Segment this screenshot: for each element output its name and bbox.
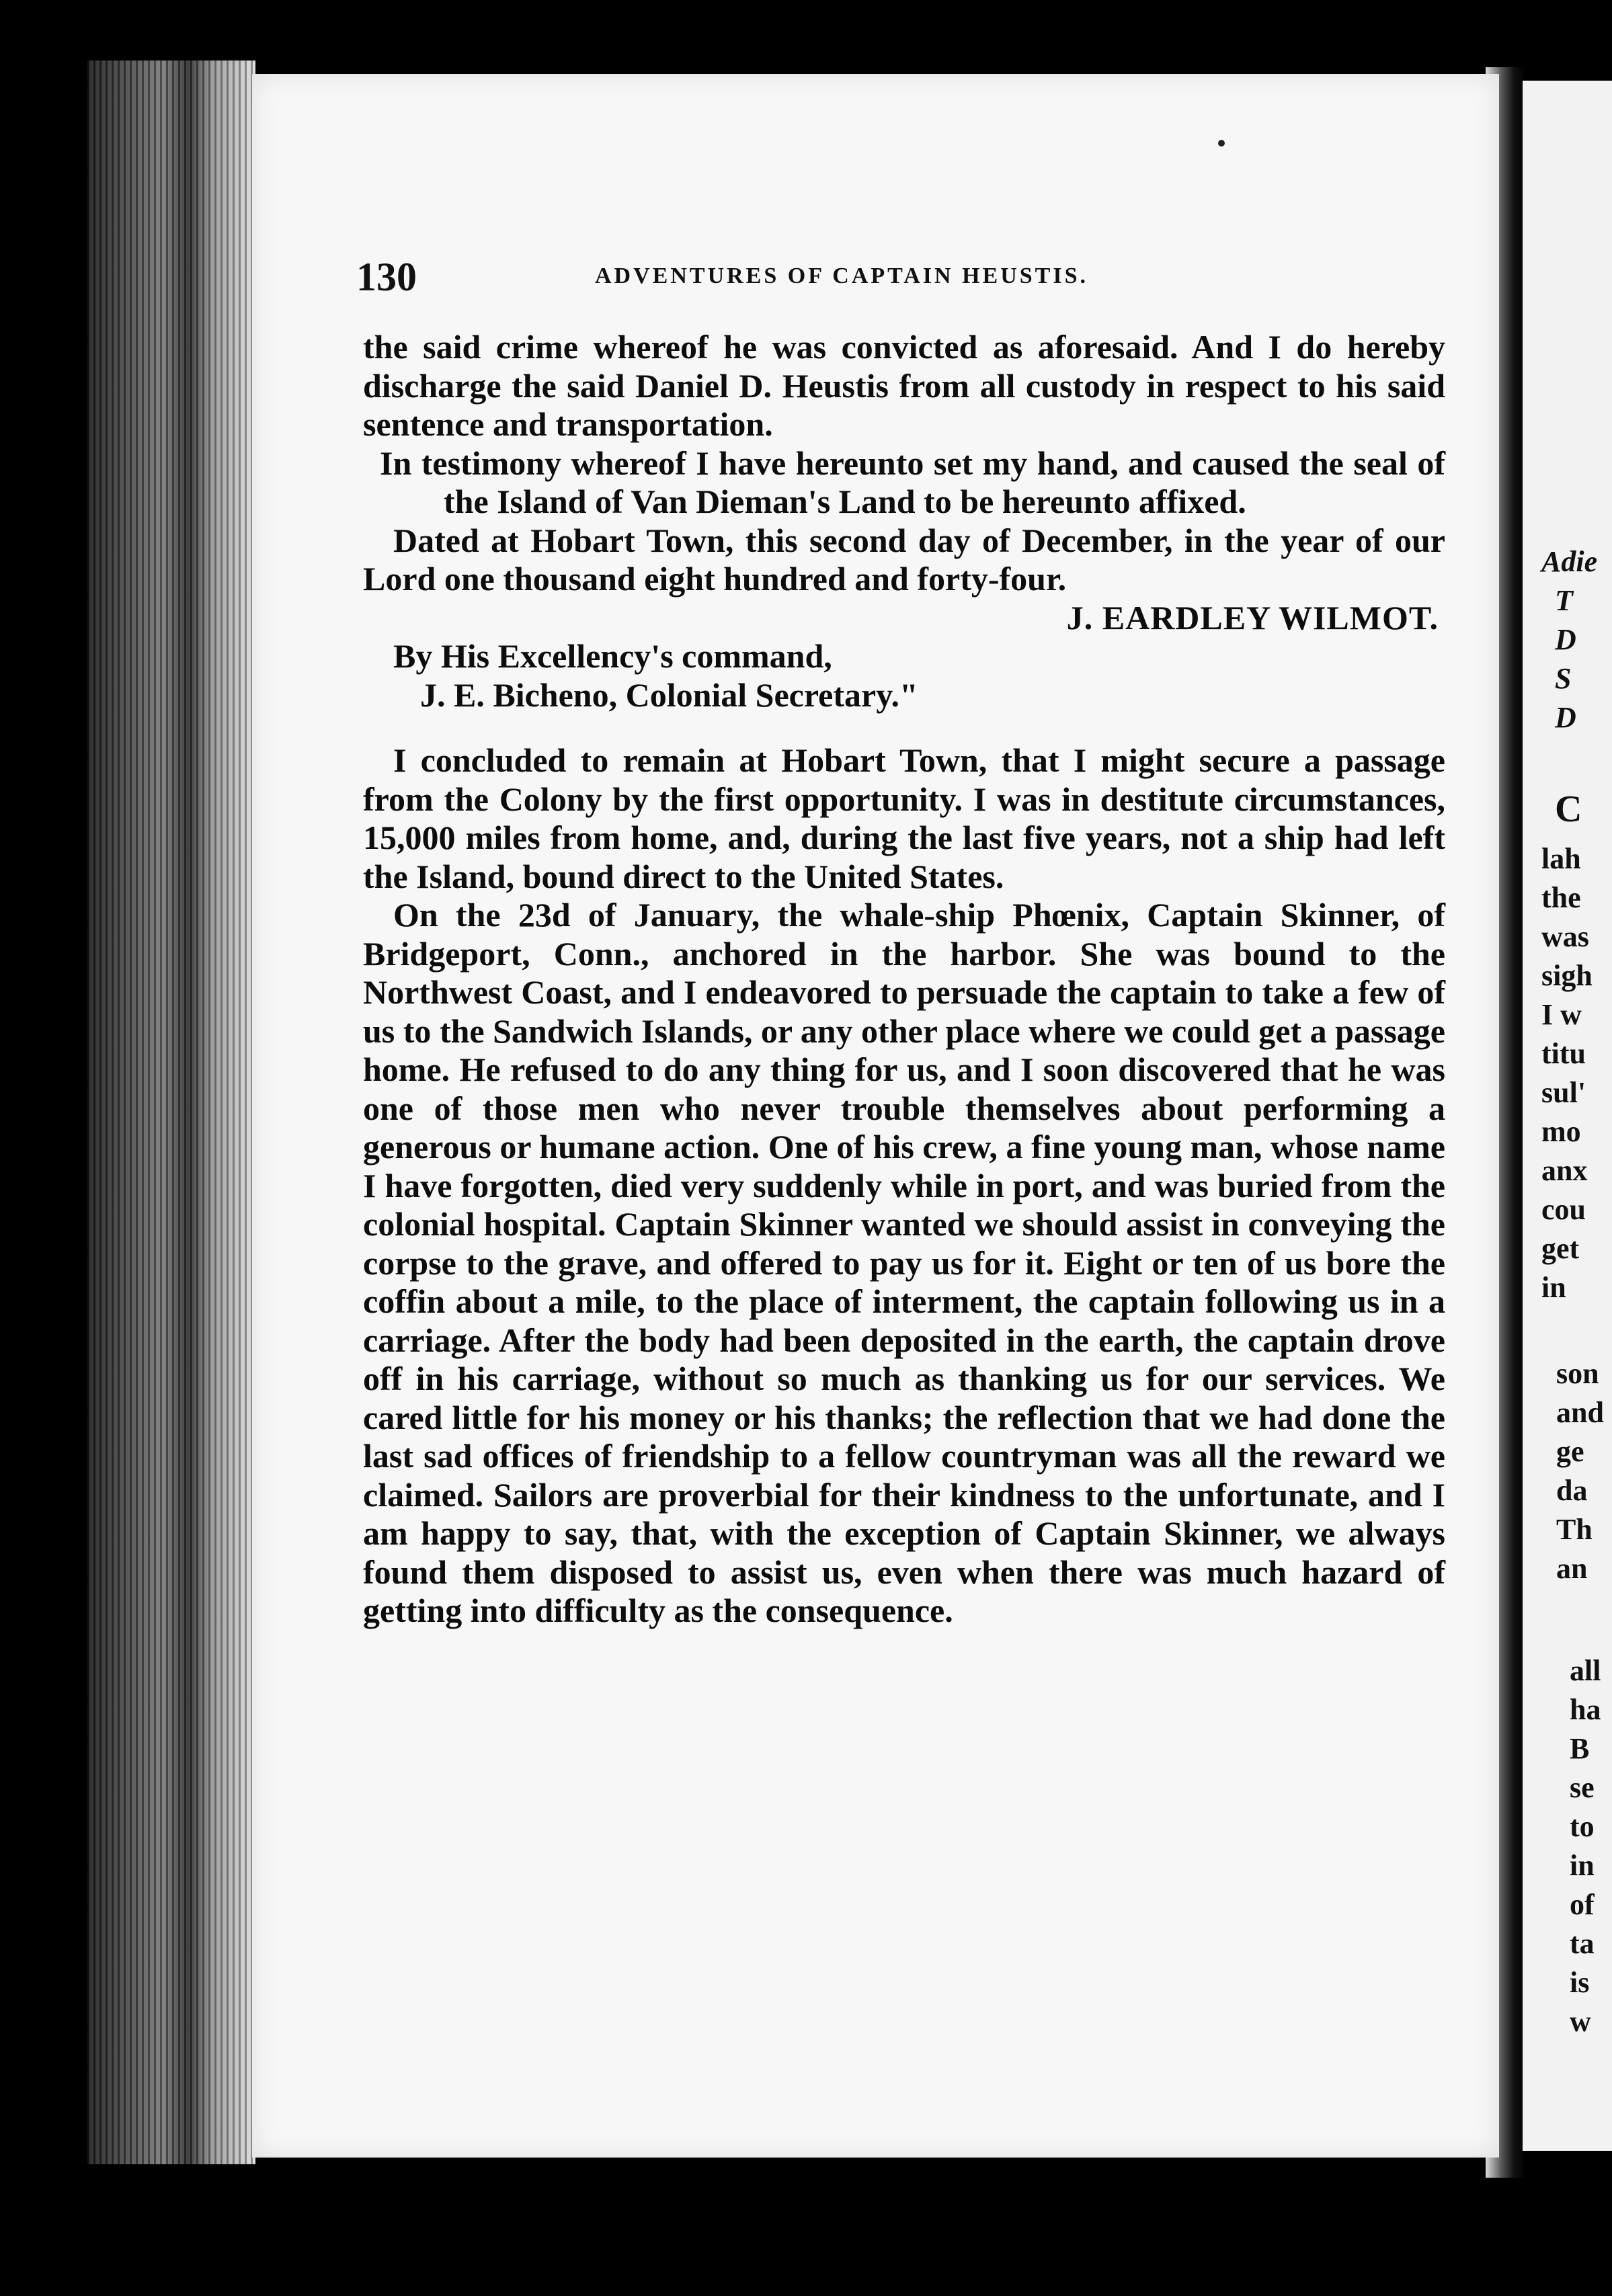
facing-fragment: ha bbox=[1570, 1693, 1601, 1726]
facing-fragment: ta bbox=[1570, 1927, 1595, 1960]
facing-fragment: Adie bbox=[1541, 545, 1598, 578]
facing-fragment: D bbox=[1555, 623, 1576, 656]
facing-fragment: is bbox=[1570, 1966, 1590, 1999]
facing-fragment: anx bbox=[1541, 1154, 1588, 1187]
facing-fragment: an bbox=[1556, 1552, 1588, 1585]
paragraph: On the 23d of January, the whale-ship Phœnix, Captain Skinner, of Bridgeport, Conn., anchored in the harbor. She was bound to the Northwest Coast, and I endeavored to persuade the captain to take a few of us to the Sandwich Islands, or any other place where we could get a passage home. He refused to do any thing for us, and I soon discovered that he was one of those men who never trouble themselves about performing a generous or humane action. One of his crew, a fine young man, whose name I have forgotten, died very suddenly while in port, and was buried from the colonial hospital. Captain Skinner wanted we should assist in conveying the corpse to the grave, and offered to pay us for it. Eight or ten of us bore the coffin about a mile, to the place of interment, the captain following us in a carriage. After the body had been deposited in the earth, the captain drove off in his carriage, without so much as thanking us for our services. We cared little for his money or his thanks; the reflection that we had done the last sad offices of friendship to a fellow countryman was all the reward we claimed. Sailors are proverbial for their kindness to the unfortunate, and I am happy to say, that, with the exception of Captain Skinner, we always found them disposed to assist us, even when there was much hazard of getting into difficulty as the consequence. bbox=[363, 896, 1445, 1629]
facing-fragment: se bbox=[1570, 1771, 1595, 1804]
facing-fragment: lah bbox=[1541, 842, 1581, 875]
command-line: By His Excellency's command, bbox=[393, 637, 832, 675]
signature: J. EARDLEY WILMOT. bbox=[1066, 598, 1439, 637]
facing-fragment: titu bbox=[1541, 1037, 1586, 1070]
facing-fragment: B bbox=[1570, 1732, 1590, 1765]
paragraph: the said crime whereof he was convicted as aforesaid. And I do hereby discharge the said Daniel D. Heustis from all custody in respect to his said sentence and transportation. bbox=[363, 328, 1445, 443]
facing-fragment: in bbox=[1541, 1271, 1566, 1304]
facing-fragment: Th bbox=[1556, 1513, 1593, 1546]
facing-fragment: the bbox=[1541, 881, 1581, 914]
running-head: ADVENTURES OF CAPTAIN HEUSTIS. bbox=[595, 263, 1088, 288]
page-body bbox=[363, 328, 1445, 1631]
page-header bbox=[356, 254, 1459, 308]
facing-fragment: I w bbox=[1541, 998, 1582, 1031]
page-number: 130 bbox=[356, 255, 417, 299]
facing-fragment: w bbox=[1570, 2005, 1591, 2038]
paragraph: I concluded to remain at Hobart Town, that I might secure a passage from the Colony by the first opportunity. I was in destitute circumstances, 15,000 miles from home, and, during the last five years, not a ship had left the Island, bound direct to the United States. bbox=[363, 741, 1445, 895]
paragraph: In testimony whereof I have hereunto set my hand, and caused the seal of the Island of Van Dieman's Land to be hereunto affixed. bbox=[380, 444, 1445, 520]
facing-fragment: to bbox=[1570, 1810, 1595, 1843]
facing-fragment: of bbox=[1570, 1888, 1595, 1921]
facing-fragment: in bbox=[1570, 1849, 1595, 1882]
facing-fragment: all bbox=[1570, 1654, 1601, 1687]
ink-speck bbox=[1218, 140, 1225, 147]
facing-fragment: sigh bbox=[1541, 959, 1593, 992]
facing-fragment: C bbox=[1555, 788, 1582, 830]
facing-fragment: was bbox=[1541, 920, 1589, 953]
facing-fragment: T bbox=[1555, 584, 1573, 617]
secretary-line: J. E. Bicheno, Colonial Secretary." bbox=[420, 675, 918, 714]
facing-fragment: S bbox=[1555, 662, 1572, 695]
facing-fragment: get bbox=[1541, 1232, 1580, 1265]
facing-fragment: da bbox=[1556, 1474, 1588, 1507]
facing-fragment: and bbox=[1556, 1396, 1604, 1429]
book-page-edges bbox=[87, 60, 255, 2164]
facing-fragment: D bbox=[1555, 701, 1576, 734]
facing-fragment: ge bbox=[1556, 1435, 1584, 1468]
facing-fragment: mo bbox=[1541, 1115, 1581, 1148]
facing-page-fragment bbox=[1523, 81, 1612, 2151]
facing-fragment: cou bbox=[1541, 1193, 1586, 1226]
facing-fragment: son bbox=[1556, 1357, 1599, 1390]
paragraph: Dated at Hobart Town, this second day of December, in the year of our Lord one thousand eight hundred and forty-four. bbox=[363, 521, 1445, 598]
facing-fragment: sul' bbox=[1541, 1076, 1586, 1109]
